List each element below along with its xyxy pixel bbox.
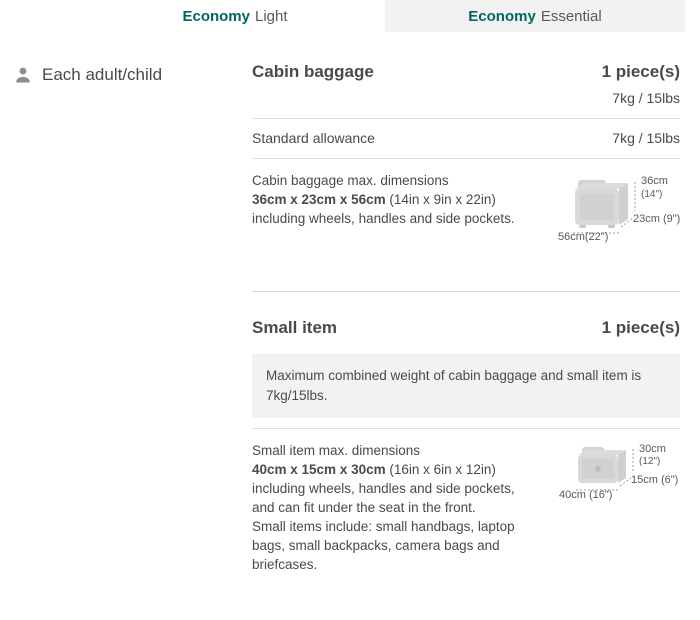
- cabin-baggage-dimension-metric: 36cm x 23cm x 56cm: [252, 192, 386, 207]
- cabin-baggage-dimensions: [252, 159, 680, 265]
- small-item-dimension-note-5: briefcases.: [252, 557, 318, 572]
- small-item-header: [252, 318, 680, 342]
- small-item-dimensions: [252, 429, 680, 588]
- small-item-title: Small item: [252, 318, 338, 337]
- cabin-figure-height-sub: (14"): [641, 189, 663, 200]
- small-item-figure-width-label: 40cm (16"): [559, 489, 613, 501]
- cabin-baggage-header: [252, 62, 680, 86]
- cabin-baggage-title: Cabin baggage: [252, 62, 374, 81]
- cabin-baggage-weight: 7kg / 15lbs: [612, 90, 680, 106]
- cabin-baggage-quantity: 1 piece(s): [601, 62, 680, 81]
- spacer: [252, 418, 680, 428]
- person-icon: [12, 64, 34, 86]
- small-item-dimension-note-2: and can fit under the seat in the front.: [252, 500, 476, 515]
- small-item-dimension-note-4: bags, small backpacks, camera bags and: [252, 538, 500, 553]
- small-item-figure-height-sub: (12"): [639, 456, 661, 467]
- cabin-baggage-dimension-values: [252, 190, 515, 209]
- cabin-baggage-figure: [545, 171, 680, 251]
- cabin-baggage-dimension-imperial: (14in x 9in x 22in): [385, 192, 496, 207]
- tab-economy-essential-brand: Economy: [468, 7, 536, 25]
- cabin-figure-width-label: 56cm(22"): [558, 231, 609, 243]
- passenger-row: [0, 64, 252, 86]
- cabin-figure-depth-label: 23cm (9"): [633, 213, 681, 225]
- small-item-dimension-note-1: including wheels, handles and side pockets,: [252, 481, 515, 496]
- cabin-baggage-dimension-text: [252, 171, 515, 251]
- tab-economy-essential[interactable]: [385, 0, 685, 33]
- cabin-baggage-allowance-row: [252, 119, 680, 158]
- allowance-column: [252, 32, 700, 588]
- small-item-dimension-metric: 40cm x 15cm x 30cm: [252, 462, 386, 477]
- passenger-column: [0, 32, 252, 588]
- tab-economy-light-sub: Light: [254, 7, 288, 25]
- cabin-baggage-dimension-note: including wheels, handles and side pockets.: [252, 211, 515, 226]
- small-item-figure-height-label: 30cm: [639, 443, 666, 455]
- cabin-baggage-allowance-value: 7kg / 15lbs: [612, 130, 680, 146]
- allowance-body: [0, 32, 700, 588]
- small-item-dimension-text: [252, 441, 515, 574]
- section-gap: [252, 265, 680, 291]
- small-item-note: Maximum combined weight of cabin baggage and small item is 7kg/15lbs.: [252, 354, 680, 418]
- tab-economy-essential-sub: Essential: [540, 7, 602, 25]
- fare-tabs: [0, 0, 700, 32]
- section-cabin-baggage: [252, 62, 680, 265]
- small-item-dimension-values: [252, 460, 515, 479]
- tab-economy-light[interactable]: [85, 0, 385, 33]
- small-item-quantity: 1 piece(s): [601, 318, 680, 337]
- tab-economy-light-brand: Economy: [182, 7, 250, 25]
- small-item-figure: [545, 441, 680, 574]
- cabin-figure-height-label: 36cm: [641, 175, 668, 187]
- tabs-left-spacer: [0, 0, 85, 32]
- section-gap: [252, 292, 680, 318]
- small-item-dimension-note-3: Small items include: small handbags, laptop: [252, 519, 515, 534]
- cabin-baggage-dimension-intro: Cabin baggage max. dimensions: [252, 173, 449, 188]
- small-item-figure-depth-label: 15cm (6"): [631, 474, 679, 486]
- small-item-dimension-imperial: (16in x 6in x 12in): [385, 462, 496, 477]
- cabin-baggage-allowance-label: Standard allowance: [252, 130, 375, 146]
- small-item-dimension-intro: Small item max. dimensions: [252, 443, 421, 458]
- section-small-item: [252, 318, 680, 588]
- passenger-label: Each adult/child: [42, 65, 163, 84]
